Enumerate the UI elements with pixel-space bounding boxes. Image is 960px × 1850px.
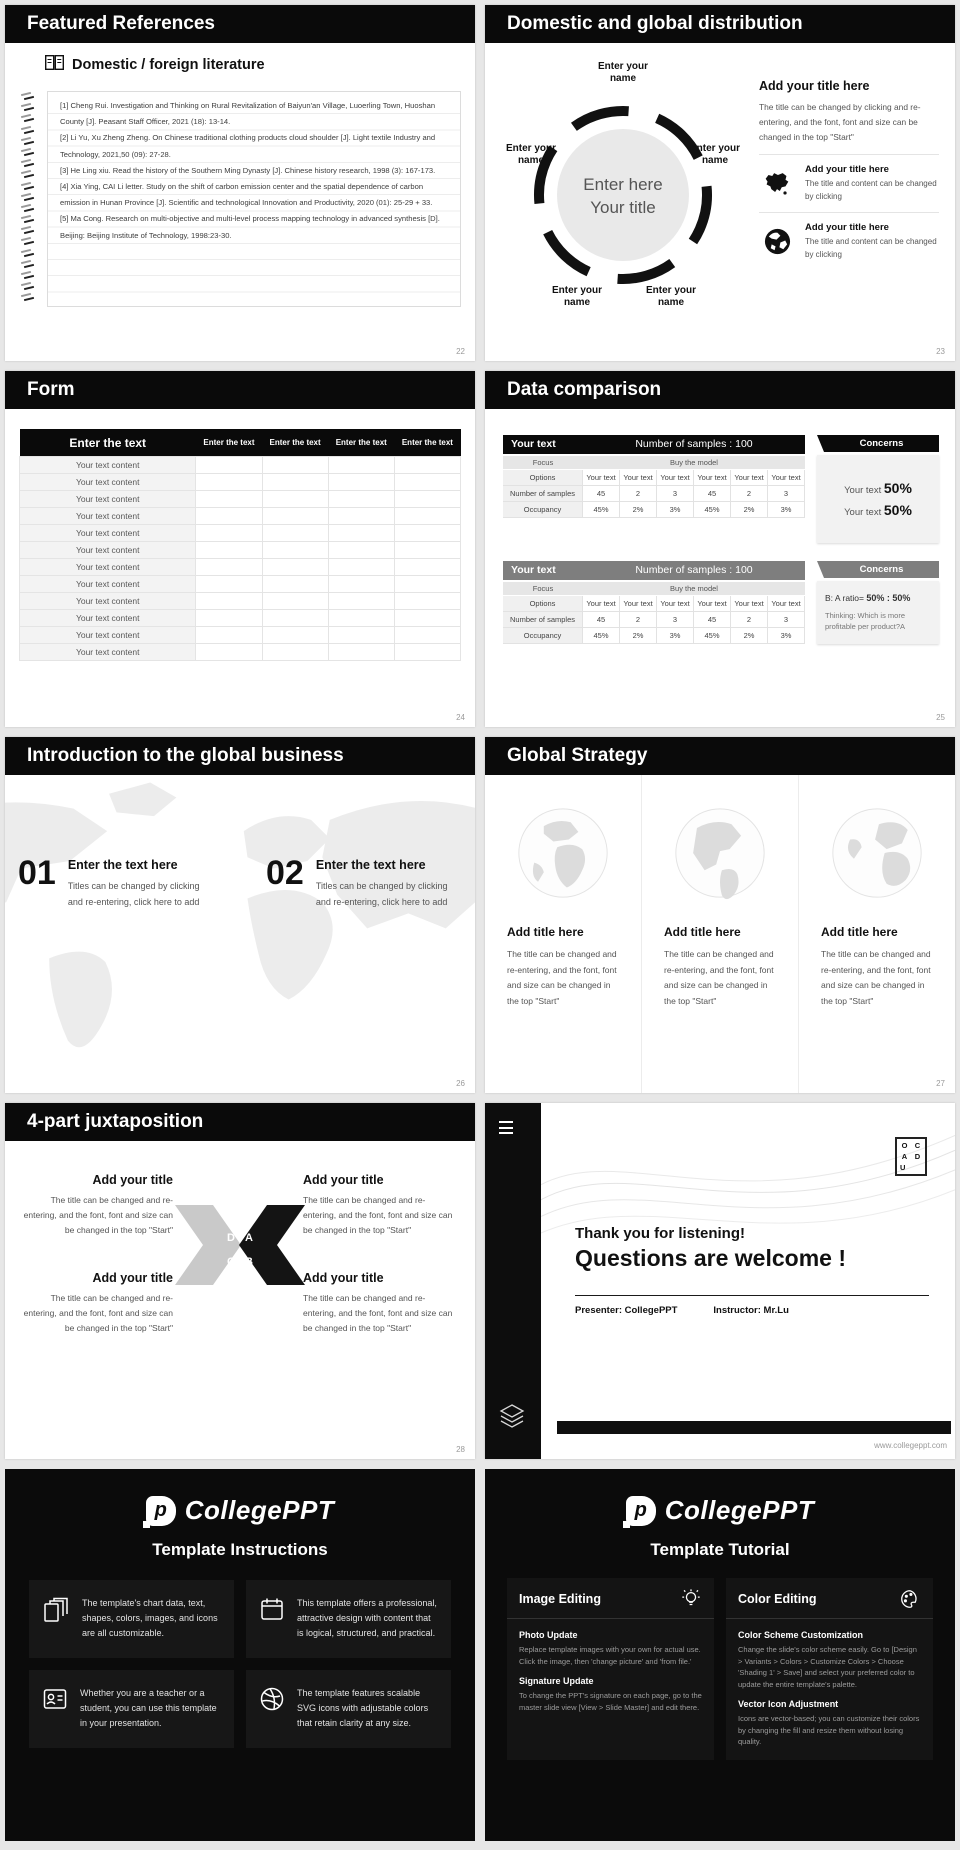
x-letter-d: D	[227, 1232, 235, 1244]
page-number: 22	[456, 347, 465, 356]
table-row: Your text content	[20, 610, 461, 627]
table-row: Your text content	[20, 525, 461, 542]
documents-icon	[42, 1596, 70, 1624]
comparison-table-1: Your text Number of samples : 100 Focus Buy the model Options Your text Your text Your text Your text Your text Your text Number of samples 45 2 3 45 2 3 Occupancy 45% 2% 3% 45% 2% 3%	[503, 435, 805, 518]
block-body: The title can be changed by clicking and re-entering, and the font, font and size can be changed in the top "Start"	[759, 102, 921, 142]
list-item-body: The title and content can be changed by clicking	[805, 179, 937, 201]
list-item-title: Add your title here	[805, 164, 889, 175]
divider	[759, 154, 939, 155]
layered-diamonds-logo-icon	[499, 1404, 525, 1433]
tutorial-subheading: Signature Update	[519, 1676, 594, 1686]
circle-label: Enter your name	[689, 143, 740, 166]
reference-item: [2] Li Yu, Xu Zheng Zheng. On Chinese traditional clothing products cloud shoulder [J]. Light textile Industry and Technology, 2021,50 (09): 27-28.	[60, 133, 436, 159]
strategy-column	[798, 775, 955, 1093]
numbered-item-01	[18, 855, 214, 910]
page-number: 27	[936, 1079, 945, 1088]
slide-25-data-comparison[interactable]	[485, 371, 955, 727]
circle-diagram	[507, 61, 739, 337]
tutorial-subheading: Photo Update	[519, 1630, 578, 1640]
circle-label: Enter your name	[597, 61, 648, 84]
table-row: Your text content	[20, 559, 461, 576]
slide-26-intro-global-business[interactable]	[5, 737, 475, 1093]
slide-title: Data comparison	[485, 371, 955, 409]
x-letter-c: C	[227, 1256, 235, 1268]
instruction-card: The template features scalable SVG icons with adjustable colors that retain clarity at any size.	[246, 1670, 451, 1748]
binding-ring-icon	[21, 160, 34, 166]
jux-block-bottom-right: Add your title The title can be changed and re-entering, and the font, font and size can be changed in the top "Start"	[303, 1271, 453, 1333]
section-heading: Color Editing	[738, 1592, 817, 1606]
calendar-icon	[259, 1596, 285, 1622]
binding-ring-icon	[21, 250, 34, 256]
tutorial-text: Change the slide's color scheme easily. Go to [Design > Variants > Colors > Customize Colors > Choose 'Shading 1' > Save] and select your preferred color to update the entire template's palette.	[738, 1645, 917, 1689]
tutorial-text: Replace template images with your own for actual use. Click the image, then 'change picture' and 'from file.'	[519, 1645, 701, 1666]
instruction-card: The template's chart data, text, shapes, colors, images, and icons are all customizable.	[29, 1580, 234, 1658]
concerns-callout-2: Concerns B: A ratio= 50% : 50% Thinking: Which is more profitable per product?A	[817, 561, 939, 644]
binding-ring-icon	[21, 183, 34, 189]
column-header: Enter the text	[20, 429, 196, 457]
reference-item: [3] He Ling xiu. Read the history of the Southern Ming Dynasty [J]. Chinese history research, 1998 (3): 167-173.	[60, 165, 436, 175]
section-heading: Image Editing	[519, 1592, 601, 1606]
tutorial-text: To change the PPT's signature on each page, go to the master slide view [View > Slide Master] and edit there.	[519, 1691, 702, 1712]
slide-24-form[interactable]	[5, 371, 475, 727]
binding-ring-icon	[21, 138, 34, 144]
numbered-item-02	[266, 855, 462, 910]
university-seal: O C A D U	[889, 1137, 933, 1176]
slide-title: 4-part juxtaposition	[5, 1103, 475, 1141]
spiral-binding-decoration	[21, 93, 34, 300]
table-row: Your text content	[20, 593, 461, 610]
instructor-label: Instructor: Mr.Lu	[713, 1305, 789, 1316]
column-heading: Add title here	[664, 925, 741, 939]
slide-title: Form	[5, 371, 475, 409]
binding-ring-icon	[21, 115, 34, 121]
page-number: 28	[456, 1445, 465, 1454]
column-body: The title can be changed and re-entering, and the font, font and size can be changed in the top "Start"	[664, 949, 774, 1006]
column-heading: Add title here	[507, 925, 584, 939]
table-row: Your text content	[20, 542, 461, 559]
x-ribbon-graphic	[175, 1199, 305, 1291]
column-heading: Add title here	[821, 925, 898, 939]
x-letter-a: A	[245, 1232, 253, 1244]
tutorial-text: Icons are vector-based; you can customize their colors by changing the fill and resize them without losing quality.	[738, 1714, 920, 1746]
callout-title: Concerns	[824, 561, 939, 578]
id-card-user-icon	[42, 1686, 68, 1712]
item-number: 02	[266, 854, 304, 892]
slide-thank-you[interactable]	[485, 1103, 955, 1459]
presenter-label: Presenter: CollegePPT	[575, 1305, 678, 1316]
binding-ring-icon	[21, 127, 34, 133]
divider	[575, 1295, 929, 1296]
binding-ring-icon	[21, 261, 34, 267]
strategy-column	[485, 775, 641, 1093]
brand-logo-icon: p	[626, 1496, 656, 1526]
block-title: Add your title here	[759, 79, 870, 93]
divider	[759, 212, 939, 213]
page-number: 24	[456, 713, 465, 722]
binding-ring-icon	[21, 283, 34, 289]
brand-logo	[5, 1469, 475, 1526]
brand-name: CollegePPT	[184, 1495, 335, 1525]
china-map-icon	[759, 170, 795, 197]
reference-item: [5] Ma Cong. Research on multi-objective and multi-level process mapping technology in advanced synthesis [D]. Beijing: Beijing Institute of Technology, 1998:23-30.	[60, 214, 440, 240]
slide-sidebar	[485, 1103, 541, 1459]
circle-center-text: Enter here Your title	[583, 175, 663, 217]
thank-you-content	[541, 1103, 955, 1459]
table-row: Your text content	[20, 491, 461, 508]
table-row: Your text content	[20, 508, 461, 525]
references-list	[47, 91, 461, 307]
thanks-line-1: Thank you for listening!	[575, 1225, 746, 1242]
page-number: 25	[936, 713, 945, 722]
page-number: 23	[936, 347, 945, 356]
panel-template-tutorial	[485, 1469, 955, 1841]
binding-ring-icon	[21, 227, 34, 233]
brand-logo-icon: p	[146, 1496, 176, 1526]
table-row: Your text content	[20, 457, 461, 474]
jux-block-top-right: Add your title The title can be changed and re-entering, and the font, font and size can be changed in the top "Start"	[303, 1173, 453, 1235]
column-header: Enter the text	[394, 429, 460, 457]
form-table	[19, 429, 461, 661]
binding-ring-icon	[21, 93, 34, 99]
page-number: 26	[456, 1079, 465, 1088]
circle-label: Enter your name	[551, 285, 602, 308]
strategy-column	[641, 775, 798, 1093]
item-heading: Enter the text here	[67, 858, 178, 872]
tutorial-subheading: Vector Icon Adjustment	[738, 1699, 839, 1709]
item-heading: Enter the text here	[315, 858, 426, 872]
binding-ring-icon	[21, 238, 34, 244]
website-url: www.collegeppt.com	[874, 1441, 947, 1450]
jux-block-bottom-left: Add your title The title can be changed and re-entering, and the font, font and size can be changed in the top "Start"	[23, 1271, 173, 1333]
slide-28-4-part-juxtaposition[interactable]	[5, 1103, 475, 1459]
palette-icon	[899, 1588, 921, 1610]
binding-ring-icon	[21, 216, 34, 222]
bulb-icon	[680, 1588, 702, 1610]
globe-icon	[515, 805, 611, 901]
binding-ring-icon	[21, 194, 34, 200]
panel-template-instructions	[5, 1469, 475, 1841]
binding-ring-icon	[21, 294, 34, 300]
slide-23-distribution[interactable]	[485, 5, 955, 361]
comparison-table-2: Your text Number of samples : 100 Focus Buy the model Options Your text Your text Your text Your text Your text Your text Number of samples 45 2 3 45 2 3 Occupancy 45% 2% 3% 45% 2% 3%	[503, 561, 805, 644]
thanks-line-2: Questions are welcome !	[575, 1245, 846, 1271]
table-row: Your text content	[20, 627, 461, 644]
jux-block-top-left: Add your title The title can be changed and re-entering, and the font, font and size can be changed in the top "Start"	[23, 1173, 173, 1235]
item-body: Titles can be changed by clicking and re-entering, click here to add	[315, 881, 448, 907]
table-row: Your text content	[20, 576, 461, 593]
hamburger-icon	[499, 1121, 513, 1138]
slide-title: Domestic and global distribution	[485, 5, 955, 43]
brand-logo	[485, 1469, 955, 1526]
instruction-card: This template offers a professional, attractive design with content that is logical, structured, and practical.	[246, 1580, 451, 1658]
slide-title: Featured References	[5, 5, 475, 43]
column-body: The title can be changed and re-entering, and the font, font and size can be changed in the top "Start"	[821, 949, 931, 1006]
slide-22-featured-references[interactable]	[5, 5, 475, 361]
list-item-title: Add your title here	[805, 222, 889, 233]
globe-icon	[759, 227, 795, 256]
slide-27-global-strategy[interactable]	[485, 737, 955, 1093]
table-row: Your text content	[20, 644, 461, 661]
item-body: Titles can be changed by clicking and re-entering, click here to add	[67, 881, 200, 907]
circle-label: Enter your name	[505, 143, 556, 166]
list-item-body: The title and content can be changed by clicking	[805, 237, 937, 259]
binding-ring-icon	[21, 171, 34, 177]
globe-icon	[672, 805, 768, 901]
binding-ring-icon	[21, 205, 34, 211]
brand-name: CollegePPT	[664, 1495, 815, 1525]
tutorial-section-image-editing	[507, 1578, 714, 1760]
globe-icon	[829, 805, 925, 901]
circle-label: Enter your name	[645, 285, 696, 308]
column-header: Enter the text	[328, 429, 394, 457]
binding-ring-icon	[21, 149, 34, 155]
column-header: Enter the text	[196, 429, 262, 457]
table-row: Your text content	[20, 474, 461, 491]
table-header-row	[20, 429, 461, 457]
bottom-bar-decoration	[557, 1421, 951, 1434]
binding-ring-icon	[21, 104, 34, 110]
open-book-icon	[45, 55, 64, 75]
slide-title: Global Strategy	[485, 737, 955, 775]
item-number: 01	[18, 854, 56, 892]
panel-title: Template Tutorial	[650, 1540, 790, 1559]
section-title: Domestic / foreign literature	[72, 57, 265, 73]
column-header: Enter the text	[262, 429, 328, 457]
world-map-graphic	[5, 775, 475, 1093]
column-body: The title can be changed and re-entering, and the font, font and size can be changed in the top "Start"	[507, 949, 617, 1006]
reference-item: [4] Xia Ying, CAI Li letter. Study on the shift of carbon emission center and the spatial dependence of carbon emission in Hunan Province [J]. Scientific and technological Innovation and Productivity, 2020 (01): 25-29 + 33.	[60, 182, 433, 208]
concerns-callout-1: Concerns Your text 50% Your text 50%	[817, 435, 939, 543]
panel-title: Template Instructions	[152, 1540, 328, 1559]
callout-title: Concerns	[824, 435, 939, 452]
reference-item: [1] Cheng Rui. Investigation and Thinking on Rural Revitalization of Baiyun'an Village, Luoerling Town, Huoshan County [J]. Peasant Staff Officer, 2021 (18): 13-14.	[60, 101, 436, 127]
tutorial-subheading: Color Scheme Customization	[738, 1630, 864, 1640]
tutorial-section-color-editing	[726, 1578, 933, 1760]
slide-title: Introduction to the global business	[5, 737, 475, 775]
instruction-card: Whether you are a teacher or a student, you can use this template in your presentation.	[29, 1670, 234, 1748]
binding-ring-icon	[21, 272, 34, 278]
x-letter-b: B	[245, 1256, 253, 1268]
vector-ball-icon	[259, 1686, 285, 1712]
